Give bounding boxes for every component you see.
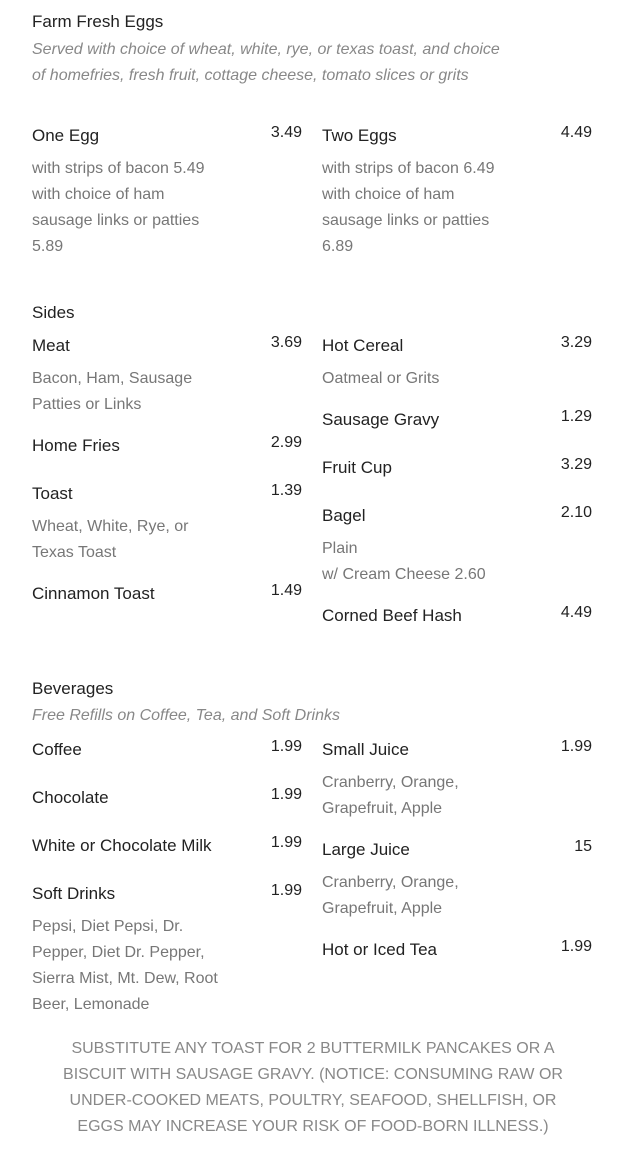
item-price: 1.99 xyxy=(270,738,302,755)
item-name: Meat xyxy=(32,336,70,355)
item-price: 1.39 xyxy=(270,482,302,499)
item-description: Pepsi, Diet Pepsi, Dr. Pepper, Diet Dr. Pepper, Sierra Mist, Mt. Dew, Root Beer, Lemonade xyxy=(32,918,218,1013)
item-description: Cranberry, Orange, Grapefruit, Apple xyxy=(322,774,459,817)
item-price: 1.99 xyxy=(270,786,302,803)
sides-section-title: Sides xyxy=(32,303,75,322)
item-price: 1.49 xyxy=(270,582,302,599)
item-description xyxy=(322,156,512,260)
item-price: 4.49 xyxy=(560,604,592,621)
eggs-section-subtitle: Served with choice of wheat, white, rye, or texas toast, and choice of homefries, fresh fruit, cottage cheese, tomato slices or grits xyxy=(32,41,500,84)
item-price: 4.49 xyxy=(560,124,592,141)
item-description: Oatmeal or Grits xyxy=(322,370,440,387)
item-price: 3.29 xyxy=(560,456,592,473)
beverages-section-title: Beverages xyxy=(32,679,114,698)
item-name: Coffee xyxy=(32,740,82,759)
item-name: Large Juice xyxy=(322,840,410,859)
item-description xyxy=(32,156,222,260)
item-price: 1.29 xyxy=(560,408,592,425)
item-name: White or Chocolate Milk xyxy=(32,836,212,855)
item-desc-line: Plain xyxy=(322,540,358,557)
menu-notice: SUBSTITUTE ANY TOAST FOR 2 BUTTERMILK PANCAKES OR A BISCUIT WITH SAUSAGE GRAVY. (NOTICE: CONSUMING RAW OR UNDER-COOKED MEATS, POULTRY, SEAFOOD, SHELLFISH, OR EGGS MAY INCREASE YOUR RISK OF FOOD-BORN ILLNESS.) xyxy=(63,1040,563,1135)
item-description xyxy=(322,536,542,588)
item-price: 3.69 xyxy=(270,334,302,351)
item-price: 1.99 xyxy=(270,882,302,899)
item-name: Small Juice xyxy=(322,740,409,759)
item-name: Two Eggs xyxy=(322,126,397,145)
item-name: Corned Beef Hash xyxy=(322,606,462,625)
item-description: Cranberry, Orange, Grapefruit, Apple xyxy=(322,874,459,917)
item-price: 1.99 xyxy=(560,738,592,755)
item-desc-line: with strips of bacon 6.49 xyxy=(322,160,495,177)
beverages-section-subtitle: Free Refills on Coffee, Tea, and Soft Drinks xyxy=(32,707,340,724)
item-name: Fruit Cup xyxy=(322,458,392,477)
item-price: 1.99 xyxy=(560,938,592,955)
item-description: Bacon, Ham, Sausage Patties or Links xyxy=(32,370,193,413)
item-description: Wheat, White, Rye, or Texas Toast xyxy=(32,518,189,561)
item-price: 3.49 xyxy=(270,124,302,141)
item-name: Sausage Gravy xyxy=(322,410,440,429)
item-desc-line: with choice of ham sausage links or patties 5.89 xyxy=(32,186,200,255)
item-price: 2.10 xyxy=(560,504,592,521)
item-price: 3.29 xyxy=(560,334,592,351)
item-price: 15 xyxy=(574,838,592,855)
item-name: Hot Cereal xyxy=(322,336,404,355)
item-price: 2.99 xyxy=(270,434,302,451)
item-desc-line: with choice of ham sausage links or patties 6.89 xyxy=(322,186,490,255)
item-desc-line: with strips of bacon 5.49 xyxy=(32,160,205,177)
item-name: Hot or Iced Tea xyxy=(322,940,437,959)
item-name: Bagel xyxy=(322,506,366,525)
item-name: Cinnamon Toast xyxy=(32,584,155,603)
item-desc-line: w/ Cream Cheese 2.60 xyxy=(322,566,486,583)
item-name: Toast xyxy=(32,484,73,503)
item-name: One Egg xyxy=(32,126,100,145)
item-name: Soft Drinks xyxy=(32,884,116,903)
item-name: Home Fries xyxy=(32,436,120,455)
item-price: 1.99 xyxy=(270,834,302,851)
eggs-section-title: Farm Fresh Eggs xyxy=(32,12,164,31)
item-name: Chocolate xyxy=(32,788,109,807)
